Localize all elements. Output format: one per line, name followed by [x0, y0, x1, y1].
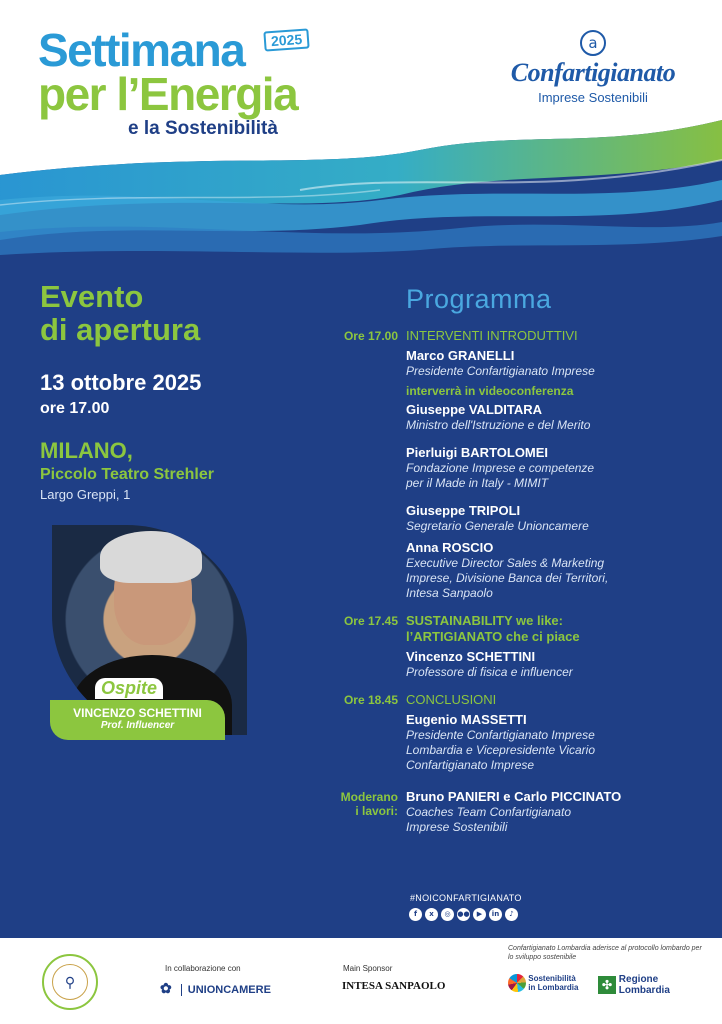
flickr-icon[interactable]: ●● [457, 908, 470, 921]
regione-lombardia-logo [598, 974, 688, 996]
sostenibilita-lombardia-logo [508, 974, 588, 992]
speaker-name: Giuseppe VALDITARA [406, 402, 543, 417]
speaker-role: Coaches Team Confartigianato [406, 805, 571, 819]
event-title-line-2: di apertura [40, 312, 201, 347]
speaker-role: Professore di fisica e influencer [406, 665, 573, 679]
event-time: ore 17.00 [40, 400, 110, 417]
session-title: INTERVENTI INTRODUTTIVI [406, 328, 578, 343]
title-line-1: Settimana [38, 24, 245, 76]
event-series-title [38, 24, 303, 140]
year-badge: 2025 [263, 28, 309, 51]
program-session [312, 328, 692, 601]
session-time: Ore 17.45 [343, 614, 398, 628]
title-line-3: e la Sostenibilità [128, 118, 278, 139]
event-address: Largo Greppi, 1 [40, 487, 131, 502]
session-time: Ore 18.45 [343, 693, 398, 707]
guest-role: Prof. Influencer [100, 720, 175, 731]
speaker-name: Anna ROSCIO [406, 540, 494, 555]
sdg-wheel-icon [508, 974, 526, 992]
session-title: l’ARTIGIANATO che ci piace [406, 629, 580, 644]
speaker-role: Presidente Confartigianato Imprese [406, 364, 595, 378]
speaker-name: Marco GRANELLI [406, 348, 515, 363]
fondazione-seal-logo [42, 954, 98, 1010]
regione-name: Regione Lombardia [618, 974, 670, 996]
sostenibilita-name: Sostenibilità in Lombardia [528, 974, 579, 992]
tiktok-icon[interactable]: ♪ [505, 908, 518, 921]
speaker-role: Presidente Confartigianato Imprese [406, 728, 595, 742]
speaker-role: per il Made in Italy - MIMIT [406, 476, 549, 490]
speaker-role: Lombardia e Vicepresidente Vicario [406, 743, 596, 757]
moderators-label-2: i lavori: [355, 804, 398, 818]
moderators-label-1: Moderano [340, 790, 398, 804]
x-icon[interactable]: x [425, 908, 438, 921]
event-venue: Piccolo Teatro Strehler [40, 466, 214, 483]
guest-name: VINCENZO SCHETTINI [73, 706, 202, 720]
footer [0, 938, 722, 1024]
linkedin-icon[interactable]: in [489, 908, 502, 921]
sponsor-caption: Main Sponsor [343, 964, 393, 973]
session-title: CONCLUSIONI [406, 692, 497, 707]
speaker-role: Executive Director Sales & Marketing [406, 556, 605, 570]
speaker-name: Bruno PANIERI e Carlo PICCINATO [406, 789, 622, 804]
protocol-note: Confartigianato Lombardia aderisce al protocollo lombardo per lo sviluppo sostenibile [508, 945, 702, 961]
logo-subtitle: Imprese Sostenibili [538, 90, 648, 105]
program-session [312, 789, 692, 835]
seal-figure-icon: ⚲ [52, 964, 88, 1000]
video-note: interverrà in videoconferenza [406, 384, 574, 398]
session-time [312, 790, 398, 818]
logo-name: Confartigianato [510, 58, 676, 87]
program-session [312, 692, 692, 773]
program-title: Programma [406, 284, 552, 314]
photo-hair [100, 531, 202, 583]
unioncamere-name: UNIONCAMERE [181, 984, 271, 996]
program-session [312, 613, 692, 680]
youtube-icon[interactable]: ▶ [473, 908, 486, 921]
speaker-role: Intesa Sanpaolo [406, 586, 493, 600]
event-date: 13 ottobre 2025 [40, 370, 202, 395]
event-city: MILANO, [40, 438, 133, 463]
speaker-role: Imprese, Divisione Banca dei Territori, [406, 571, 609, 585]
regione-mark-icon: ✣ [598, 976, 616, 994]
session-time: Ore 17.00 [343, 329, 398, 343]
intesa-sanpaolo-logo: INTESA SANPAOLO [342, 980, 446, 992]
speaker-role: Confartigianato Imprese [406, 758, 535, 772]
event-title-line-1: Evento [40, 279, 144, 314]
speaker-name: Pierluigi BARTOLOMEI [406, 445, 549, 460]
session-title: SUSTAINABILITY we like: [406, 613, 563, 628]
speaker-name: Eugenio MASSETTI [406, 712, 527, 727]
collab-caption: In collaborazione con [165, 964, 241, 973]
at-symbol-icon: a [580, 30, 606, 56]
speaker-name: Giuseppe TRIPOLI [406, 503, 521, 518]
speaker-name: Vincenzo SCHETTINI [406, 649, 536, 664]
speaker-role: Fondazione Imprese e competenze [406, 461, 595, 475]
unioncamere-logo [160, 980, 271, 997]
speaker-role: Ministro dell'Istruzione e del Merito [406, 418, 591, 432]
speaker-role: Segretario Generale Unioncamere [406, 519, 589, 533]
event-info [40, 280, 214, 502]
speaker-role: Imprese Sostenibili [406, 820, 508, 834]
social-icons [409, 908, 518, 921]
confartigianato-logo [498, 30, 688, 105]
facebook-icon[interactable]: f [409, 908, 422, 921]
guest-label: Ospite [95, 678, 163, 699]
unioncamere-mark-icon: ✿ [160, 980, 172, 996]
program-list [312, 328, 692, 835]
hashtag: #NOICONFARTIGIANATO [410, 893, 522, 903]
instagram-icon[interactable]: ◎ [441, 908, 454, 921]
title-line-2: per l’Energia [38, 68, 298, 120]
guest-badge [50, 700, 225, 740]
